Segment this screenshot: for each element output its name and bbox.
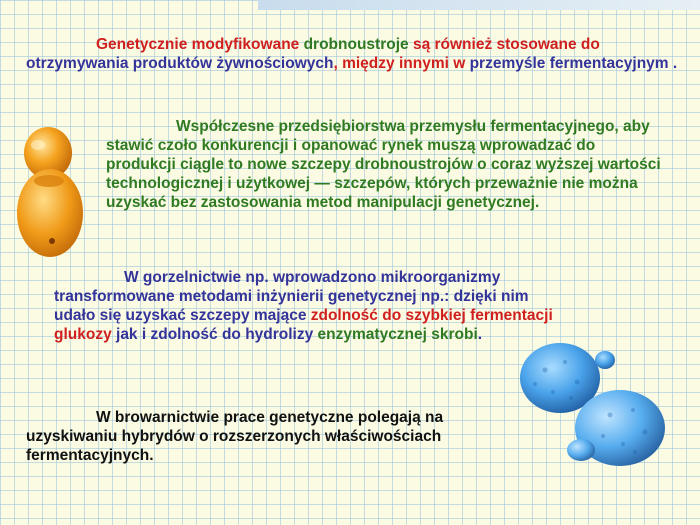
top-accent-bar <box>258 0 700 10</box>
p1-span-2: drobnoustroje <box>303 36 413 53</box>
p3-span-3: jak i zdolność do hydrolizy <box>111 326 318 343</box>
p4-span-1: W browarnictwie prace genetyczne polegają na uzyskiwaniu hybrydów o rozszerzonych właściwościach fermentacyjnych. <box>26 409 444 464</box>
yeast-cell-blue-icon <box>515 340 675 480</box>
p1-span-1: Genetycznie modyfikowane <box>96 36 304 53</box>
paragraph-genetically-modified-microorganisms <box>26 35 686 73</box>
p2-span-1: Współczesne przedsiębiorstwa przemysłu fermentacyjnego, aby stawić czoło konkurencji i opanować rynek muszą wprowadzać do produkcji ciągle to nowe szczepy drobnoustrojów o coraz wyższej wartości technologicznej i użytkowej — szczepów, których przeważnie nie można uzyskać bez zastosowania metod manipulacji genetycznej. <box>106 118 661 211</box>
yeast-cell-orange-icon <box>12 115 102 265</box>
p1-span-3: są również stosowane do <box>412 36 600 53</box>
p1-span-4: otrzymywania produktów żywnościowych <box>26 55 334 72</box>
paragraph-distilling <box>54 268 574 344</box>
p1-span-6: przemyśle fermentacyjnym . <box>469 55 678 72</box>
p3-span-4: enzymatycznej skrobi <box>317 326 478 343</box>
p3-span-2: zdolność do szybkiej fermentacji glukozy <box>54 307 553 343</box>
p1-span-5: , między innymi w <box>333 55 470 72</box>
p3-span-1: W gorzelnictwie np. wprowadzono mikroorganizmy transformowane metodami inżynierii genetycznej np.: dzięki nim udało się uzyskać szczepy mające <box>54 269 529 324</box>
paragraph-fermentation-industry <box>106 117 666 212</box>
paragraph-brewing <box>26 408 526 465</box>
p3-span-5: . <box>477 326 483 343</box>
